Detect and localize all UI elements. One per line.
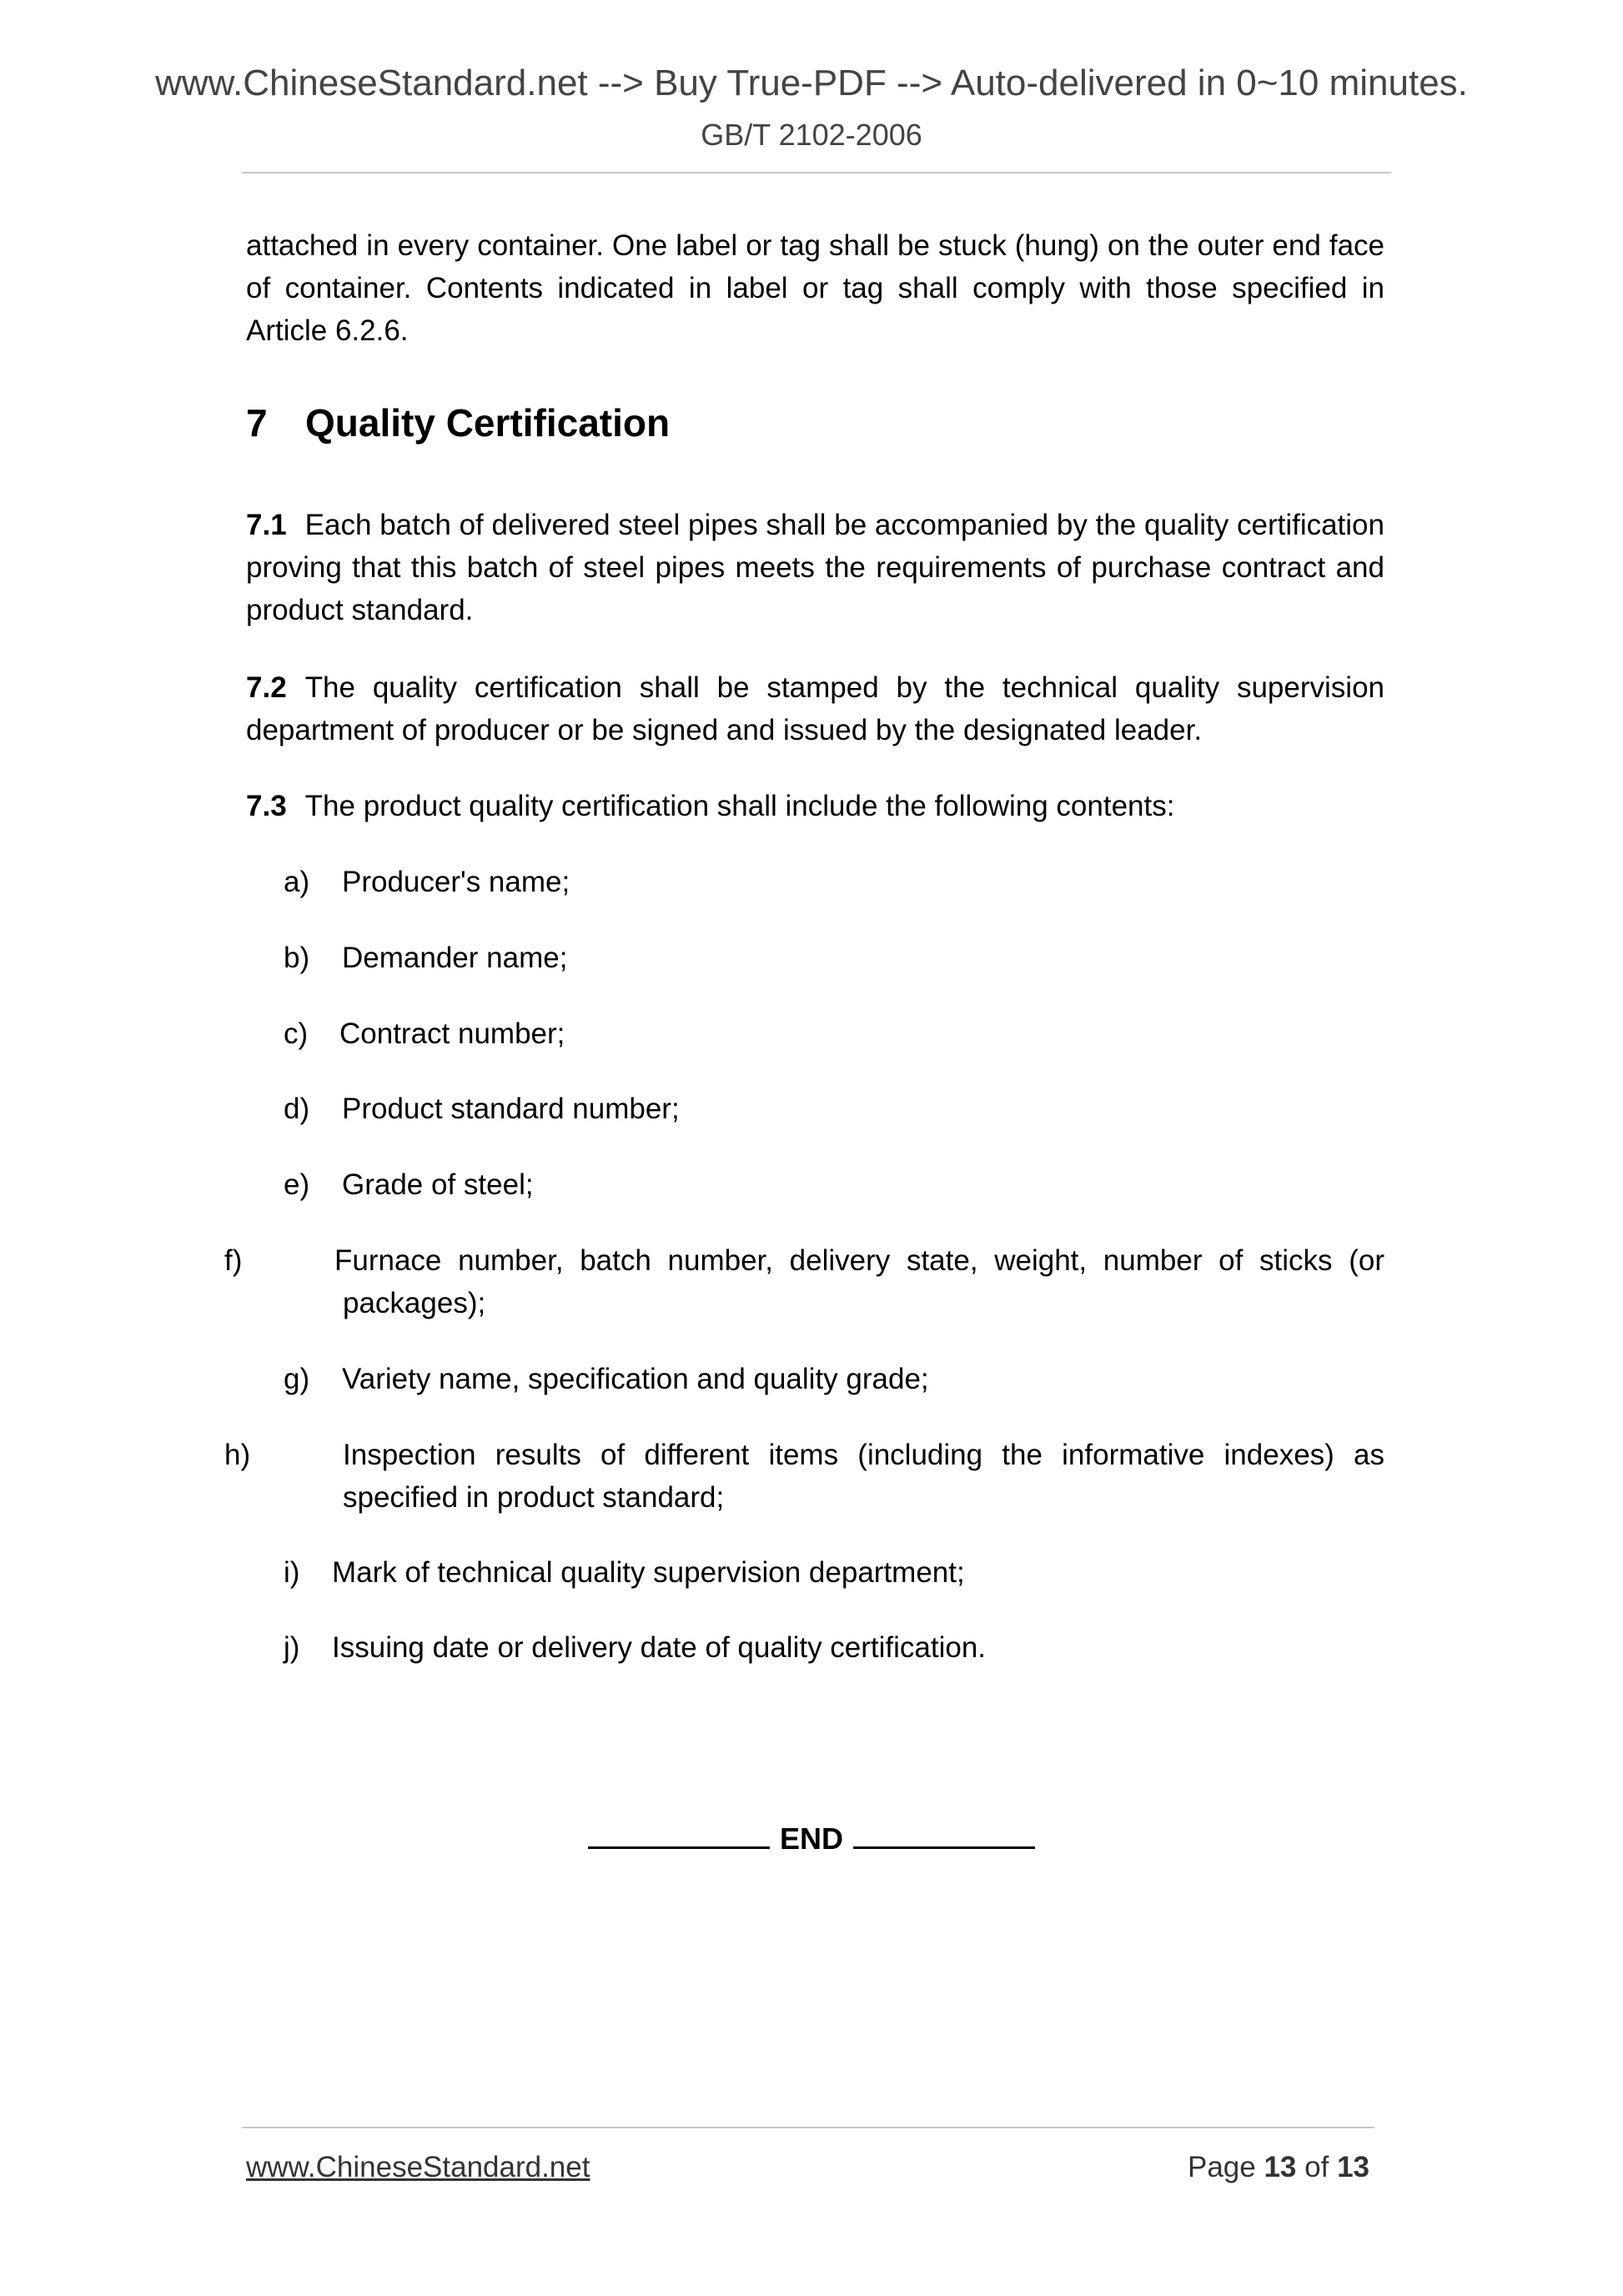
list-item-d [284, 1088, 1384, 1130]
list-label: b) [284, 942, 310, 974]
list-text: Grade of steel; [342, 1168, 534, 1201]
list-item-a [284, 861, 1384, 903]
list-label: j) [284, 1631, 300, 1664]
clause-7-1 [246, 504, 1384, 631]
section-number: 7 [246, 401, 268, 445]
list-label: d) [284, 1093, 310, 1125]
page-current: 13 [1264, 2151, 1297, 2183]
section-title: Quality Certification [305, 401, 671, 445]
list-label: a) [284, 866, 310, 898]
page-prefix: Page [1187, 2151, 1256, 2183]
list-label: f) [224, 1244, 243, 1277]
list-label: e) [284, 1168, 310, 1201]
header-banner: www.ChineseStandard.net --> Buy True-PDF --> Auto-delivered in 0~10 minutes. [155, 63, 1468, 103]
page-total: 13 [1337, 2151, 1369, 2183]
clause-text: Each batch of delivered steel pipes shall be accompanied by the quality certification proving that this batch of steel pipes meets the requirements of purchase contract and product standard. [246, 509, 1384, 626]
end-marker [0, 1818, 1623, 1856]
list-item-f [224, 1239, 1384, 1324]
list-text: Variety name, specification and quality grade; [342, 1363, 929, 1395]
list-text: Producer's name; [342, 866, 570, 898]
list-text: Contract number; [339, 1017, 565, 1050]
list-item-c [284, 1012, 1384, 1055]
list-text: Inspection results of different items (including the informative indexes) as specified in product standard; [343, 1439, 1384, 1514]
clause-text: The quality certification shall be stamped by the technical quality supervision department of producer or be signed and issued by the designated leader. [246, 671, 1384, 746]
list-item-b [284, 937, 1384, 979]
clause-7-2 [246, 666, 1384, 751]
list-text: Issuing date or delivery date of quality certification. [332, 1631, 987, 1664]
clause-number: 7.1 [246, 509, 287, 541]
page-indicator [1188, 2150, 1369, 2185]
clause-text: The product quality certification shall include the following contents: [304, 790, 1175, 822]
list-label: g) [284, 1363, 310, 1395]
end-rule-right [853, 1818, 1035, 1849]
end-text: END [779, 1821, 843, 1856]
list-label: c) [284, 1017, 309, 1050]
list-item-i [284, 1551, 1384, 1594]
list-item-h [224, 1434, 1384, 1519]
end-rule-left [588, 1818, 770, 1849]
list-label: i) [284, 1556, 300, 1589]
list-text: Mark of technical quality supervision department; [332, 1556, 965, 1589]
list-item-j [284, 1626, 1384, 1669]
header-divider [242, 172, 1391, 173]
page-of: of [1304, 2151, 1329, 2183]
intro-paragraph: attached in every container. One label or tag shall be stuck (hung) on the outer end face of container. Contents indicated in label or tag shall comply with those specified in Article 6.2.6. [246, 229, 1384, 347]
list-item-g [284, 1358, 1384, 1400]
list-text: Demander name; [342, 942, 568, 974]
section-heading [246, 400, 670, 446]
list-item-e [284, 1163, 1384, 1206]
clause-number: 7.2 [246, 671, 287, 704]
list-text: Furnace number, batch number, delivery state, weight, number of sticks (or packages); [334, 1244, 1384, 1319]
clause-7-3 [246, 785, 1384, 827]
footer-divider [242, 2127, 1374, 2128]
footer-website-link[interactable]: www.ChineseStandard.net [246, 2151, 590, 2183]
clause-number: 7.3 [246, 790, 287, 822]
standard-number: GB/T 2102-2006 [701, 118, 922, 152]
list-label: h) [224, 1439, 251, 1471]
list-text: Product standard number; [342, 1093, 680, 1125]
